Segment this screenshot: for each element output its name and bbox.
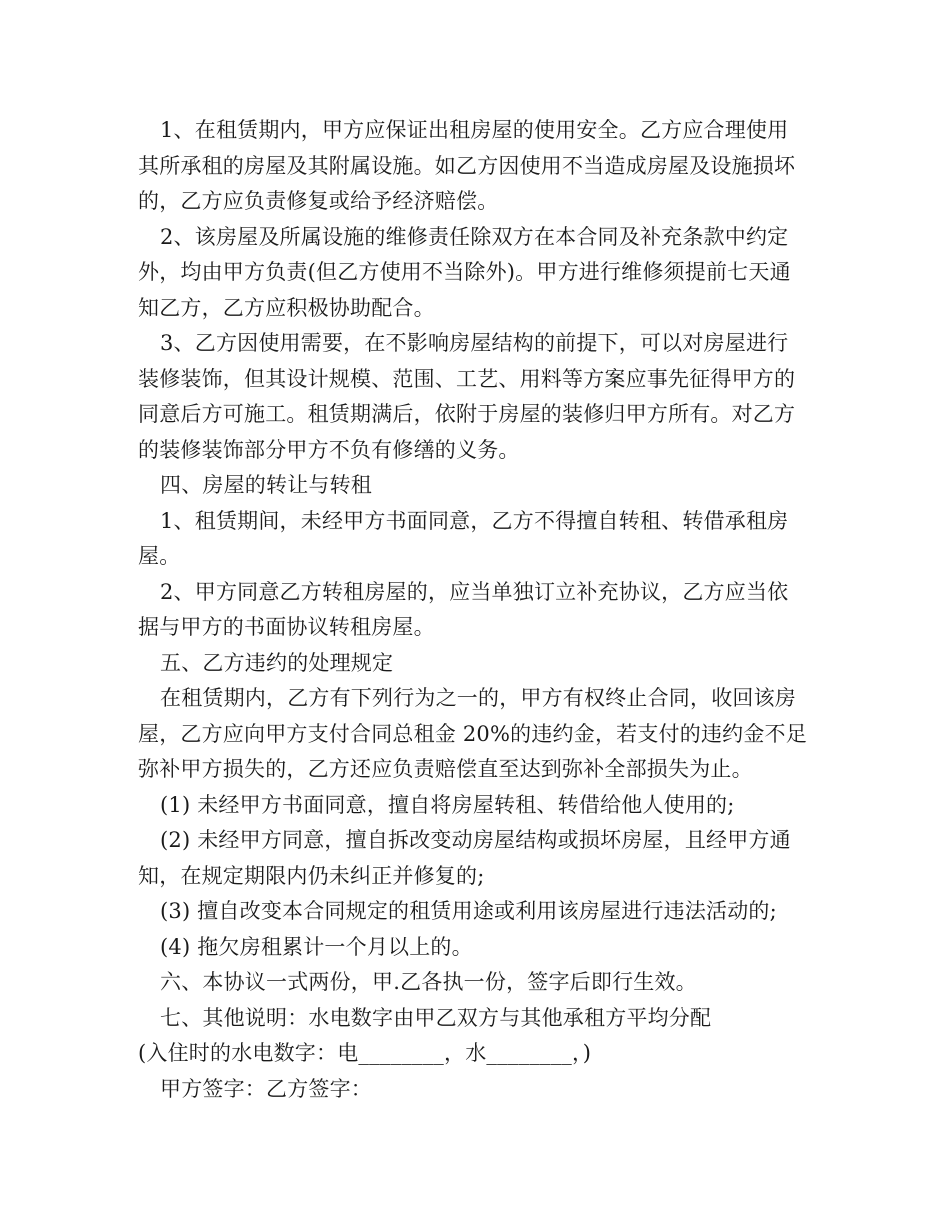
- text-line: 其所承租的房屋及其附属设施。如乙方因使用不当造成房屋及设施损坏: [138, 153, 796, 178]
- text-line: 3、乙方因使用需要，在不影响房屋结构的前提下，可以对房屋进行: [160, 331, 789, 355]
- section-heading: 四、房屋的转让与转租: [160, 473, 372, 497]
- text-line: 弥补甲方损失的，乙方还应负责赔偿直至达到弥补全部损失为止。: [138, 757, 753, 781]
- signature-line: 甲方签字：乙方签字：: [160, 1076, 372, 1101]
- document-body: [138, 113, 818, 1107]
- list-item: (3) 擅自改变本合同规定的租赁用途或利用该房屋进行违法活动的;: [160, 899, 777, 923]
- text-line: 同意后方可施工。租赁期满后，依附于房屋的装修归甲方所有。对乙方: [138, 402, 796, 426]
- text-line: 装修装饰，但其设计规模、范围、工艺、用料等方案应事先征得甲方的: [138, 366, 796, 391]
- text-line: 屋。: [138, 544, 181, 568]
- text-line: 外，均由甲方负责(但乙方使用不当除外)。甲方进行维修须提前七天通: [138, 260, 791, 284]
- list-item: (2) 未经甲方同意，擅自拆改变动房屋结构或损坏房屋，且经甲方通: [160, 828, 791, 852]
- section-heading: 五、乙方违约的处理规定: [160, 650, 394, 675]
- text-line: 2、该房屋及所属设施的维修责任除双方在本合同及补充条款中约定: [160, 224, 789, 249]
- list-item: (1) 未经甲方书面同意，擅自将房屋转租、转借给他人使用的;: [160, 792, 735, 817]
- text-line: 屋，乙方应向甲方支付合同总租金 20%的违约金，若支付的违约金不足: [138, 721, 807, 746]
- text-line: 的装修装饰部分甲方不负有修缮的义务。: [138, 437, 520, 462]
- text-line: 知乙方，乙方应积极协助配合。: [138, 295, 435, 320]
- text-line: 1、在租赁期内，甲方应保证出租房屋的使用安全。乙方应合理使用: [160, 118, 789, 142]
- meter-reading-line: (入住时的水电数字：电________，水________，): [138, 1041, 592, 1065]
- list-item: (4) 拖欠房租累计一个月以上的。: [160, 934, 473, 959]
- section-heading: 六、本协议一式两份，甲.乙各执一份，签字后即行生效。: [160, 970, 697, 994]
- text-line: 的，乙方应负责修复或给予经济赔偿。: [138, 189, 499, 213]
- text-line: 在租赁期内，乙方有下列行为之一的，甲方有权终止合同，收回该房: [160, 686, 796, 710]
- text-line: 2、甲方同意乙方转租房屋的，应当单独订立补充协议，乙方应当依: [160, 579, 789, 604]
- text-line: 据与甲方的书面协议转租房屋。: [138, 615, 435, 639]
- text-line: 知，在规定期限内仍未纠正并修复的;: [138, 863, 485, 888]
- section-heading: 七、其他说明：水电数字由甲乙双方与其他承租方平均分配: [160, 1005, 712, 1030]
- text-line: 1、租赁期间，未经甲方书面同意，乙方不得擅自转租、转借承租房: [160, 508, 789, 533]
